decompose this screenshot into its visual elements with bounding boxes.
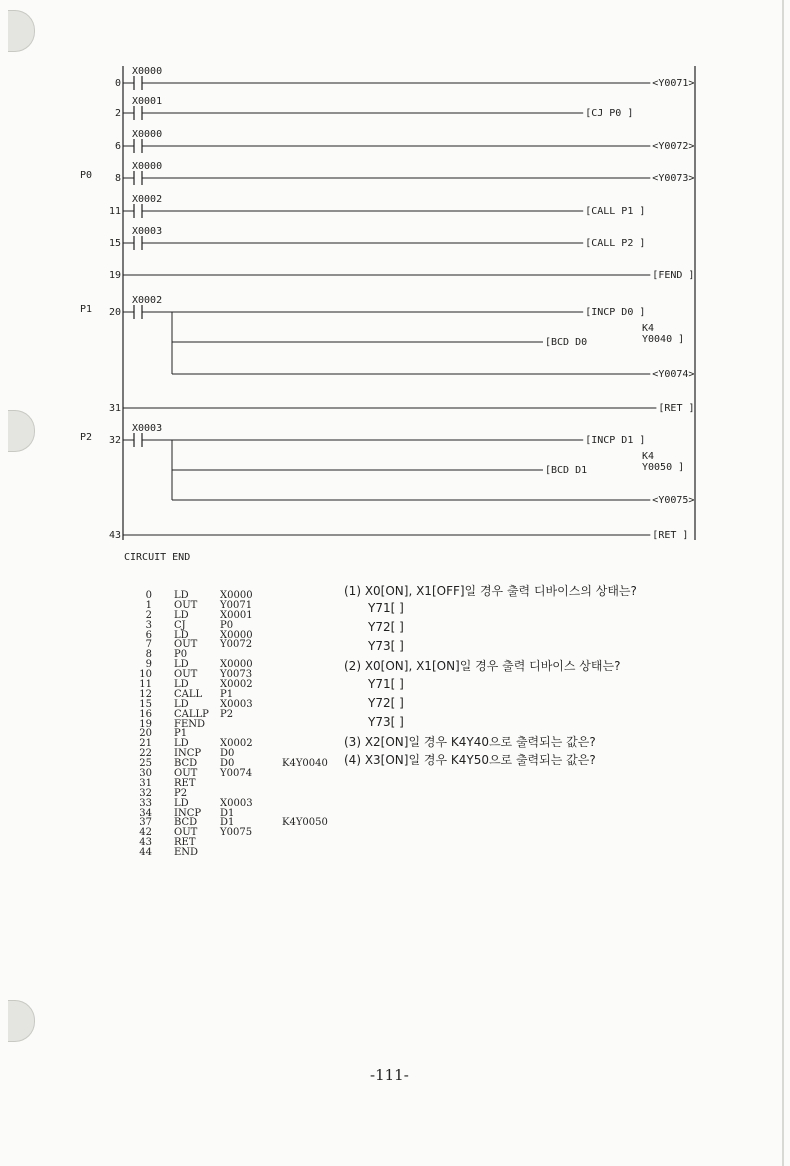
opcode: LD — [174, 797, 189, 809]
step-number: 30 — [139, 768, 152, 780]
opcode: LD — [174, 590, 189, 601]
instruction-box: [CALL P1 ] — [585, 206, 646, 217]
step-number: 43 — [139, 837, 152, 849]
operand-1: D0 — [220, 758, 235, 770]
operand-1: Y0074 — [220, 768, 253, 780]
step-number: 31 — [139, 777, 152, 789]
operand-1: D1 — [220, 807, 235, 819]
step-number: 19 — [108, 270, 121, 281]
bcd-destination: Y0050 ] — [642, 462, 685, 473]
bcd-k-label: K4 — [642, 323, 655, 334]
pointer-label: P0 — [80, 170, 93, 181]
operand-1: X0002 — [220, 738, 253, 750]
instruction-box: [RET ] — [658, 403, 695, 414]
step-number: 34 — [139, 807, 152, 819]
bcd-k-label: K4 — [642, 451, 655, 462]
step-number: 37 — [139, 817, 152, 829]
step-number: 32 — [108, 435, 121, 446]
step-number: 43 — [108, 530, 121, 541]
answer-y72: Y72[ ] — [368, 620, 404, 634]
opcode: INCP — [174, 748, 202, 760]
step-number: 11 — [139, 679, 152, 691]
contact-label: X0002 — [132, 295, 163, 306]
opcode: OUT — [174, 639, 198, 651]
step-number: 44 — [139, 847, 152, 859]
operand-1: Y0075 — [220, 827, 253, 839]
step-number: 31 — [108, 403, 121, 414]
step-number: 2 — [114, 108, 121, 119]
step-number: 32 — [139, 787, 152, 799]
opcode: P0 — [174, 649, 188, 661]
ladder-diagram — [0, 0, 790, 560]
opcode: END — [174, 847, 199, 859]
step-number: 7 — [145, 639, 152, 651]
opcode: LD — [174, 659, 189, 671]
answer-y71: Y71[ ] — [368, 677, 404, 691]
step-number: 20 — [139, 728, 152, 740]
step-number: 11 — [108, 206, 121, 217]
page-number: -111- — [370, 1066, 409, 1084]
question-3: (3) X2[ON]일 경우 K4Y40으로 출력되는 값은? — [344, 735, 596, 749]
opcode: LD — [174, 738, 189, 750]
opcode: FEND — [174, 718, 206, 730]
step-number: 42 — [139, 827, 152, 839]
circuit-end-label: CIRCUIT END — [124, 552, 191, 563]
opcode: LD — [174, 698, 189, 710]
contact-label: X0001 — [132, 96, 163, 107]
opcode: LD — [174, 609, 189, 621]
operand-1: Y0073 — [220, 669, 253, 681]
step-number: 8 — [114, 173, 121, 184]
step-number: 8 — [145, 649, 152, 661]
step-number: 0 — [145, 590, 152, 601]
answer-y71: Y71[ ] — [368, 601, 404, 615]
answer-y73: Y73[ ] — [368, 639, 404, 653]
step-number: 3 — [145, 619, 152, 631]
instruction-box: [INCP D0 ] — [585, 307, 646, 318]
output-coil: <Y0071> — [652, 78, 695, 89]
opcode: CALL — [174, 688, 203, 700]
opcode: OUT — [174, 768, 198, 780]
contact-label: X0002 — [132, 194, 163, 205]
step-number: 33 — [139, 797, 152, 809]
bcd-destination: Y0040 ] — [642, 334, 685, 345]
opcode: RET — [174, 777, 196, 789]
output-coil: <Y0072> — [652, 141, 695, 152]
step-number: 21 — [139, 738, 152, 750]
answer-y72: Y72[ ] — [368, 696, 404, 710]
instruction-box: [CALL P2 ] — [585, 238, 646, 249]
step-number: 19 — [139, 718, 152, 730]
operand-1: P0 — [220, 619, 234, 631]
operand-1: Y0072 — [220, 639, 253, 651]
instruction-box: [BCD D0 — [545, 337, 588, 348]
contact-label: X0003 — [132, 226, 163, 237]
opcode: OUT — [174, 827, 198, 839]
pointer-label: P2 — [80, 432, 93, 443]
step-number: 16 — [139, 708, 152, 720]
step-number: 1 — [145, 599, 152, 611]
step-number: 20 — [108, 307, 121, 318]
step-number: 2 — [145, 609, 152, 621]
step-number: 15 — [108, 238, 121, 249]
opcode: BCD — [174, 817, 198, 829]
step-number: 22 — [139, 748, 152, 760]
operand-1: P1 — [220, 688, 234, 700]
opcode: LD — [174, 679, 189, 691]
output-coil: <Y0075> — [652, 495, 695, 506]
step-number: 25 — [139, 758, 152, 770]
opcode: OUT — [174, 599, 198, 611]
operand-1: X0000 — [220, 659, 253, 671]
contact-label: X0000 — [132, 161, 163, 172]
step-number: 6 — [114, 141, 121, 152]
step-number: 12 — [139, 688, 152, 700]
operand-1: D1 — [220, 817, 235, 829]
operand-1: D0 — [220, 748, 235, 760]
operand-1: Y0071 — [220, 599, 253, 611]
output-coil: <Y0074> — [652, 369, 695, 380]
operand-1: X0002 — [220, 679, 253, 691]
opcode: LD — [174, 629, 189, 641]
question-1: (1) X0[ON], X1[OFF]일 경우 출력 디바이스의 상태는? — [344, 584, 637, 598]
operand-1: X0003 — [220, 698, 253, 710]
instruction-box: [INCP D1 ] — [585, 435, 646, 446]
instruction-box: [CJ P0 ] — [585, 108, 634, 119]
operand-2: K4Y0050 — [282, 817, 328, 829]
pointer-label: P1 — [80, 304, 93, 315]
output-coil: <Y0073> — [652, 173, 695, 184]
operand-1: X0003 — [220, 797, 253, 809]
operand-1: X0000 — [220, 590, 253, 601]
step-number: 6 — [145, 629, 152, 641]
binder-hole — [8, 1000, 35, 1042]
question-2: (2) X0[ON], X1[ON]일 경우 출력 디바이스 상태는? — [344, 659, 621, 673]
step-number: 0 — [114, 78, 121, 89]
operand-2: K4Y0040 — [282, 758, 328, 770]
instruction-box: [RET ] — [652, 530, 689, 541]
opcode: P1 — [174, 728, 188, 740]
opcode: RET — [174, 837, 196, 849]
instruction-box: [BCD D1 — [545, 465, 588, 476]
opcode: CJ — [174, 619, 186, 631]
contact-label: X0000 — [132, 129, 163, 140]
answer-y73: Y73[ ] — [368, 715, 404, 729]
question-4: (4) X3[ON]일 경우 K4Y50으로 출력되는 값은? — [344, 753, 596, 767]
operand-1: X0001 — [220, 609, 253, 621]
opcode: INCP — [174, 807, 202, 819]
step-number: 15 — [139, 698, 152, 710]
operand-1: X0000 — [220, 629, 253, 641]
contact-label: X0000 — [132, 66, 163, 77]
opcode: P2 — [174, 787, 188, 799]
step-number: 9 — [145, 659, 152, 671]
opcode: OUT — [174, 669, 198, 681]
operand-1: P2 — [220, 708, 234, 720]
step-number: 10 — [139, 669, 152, 681]
opcode: CALLP — [174, 708, 209, 720]
opcode: BCD — [174, 758, 198, 770]
contact-label: X0003 — [132, 423, 163, 434]
instruction-box: [FEND ] — [652, 270, 695, 281]
